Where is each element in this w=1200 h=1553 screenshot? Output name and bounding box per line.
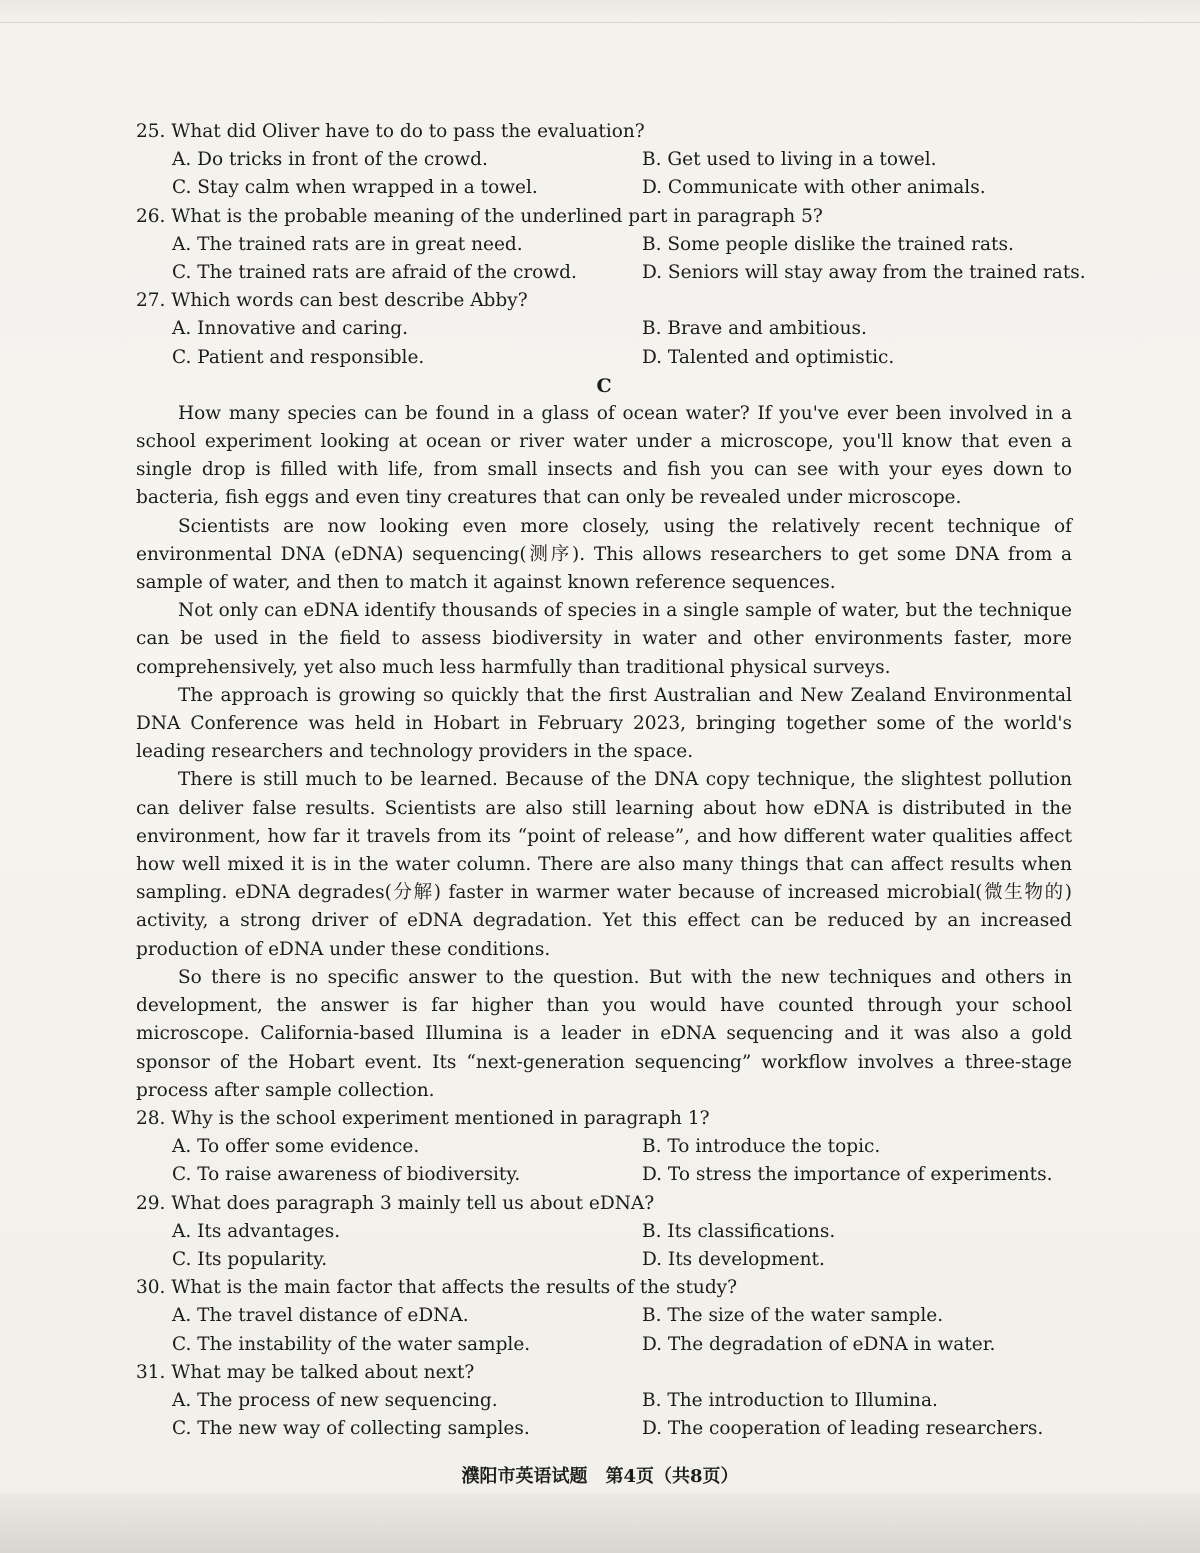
options — [136, 231, 1086, 287]
question-28 — [136, 1105, 1072, 1190]
page-footer: 濮阳市英语试题 第4页（共8页） — [461, 1466, 739, 1487]
option-b: B. The introduction to Illumina. — [642, 1389, 938, 1411]
question-text: 27. Which words can best describe Abby? — [136, 290, 528, 312]
passage — [136, 400, 1072, 1105]
option-d: D. Talented and optimistic. — [642, 346, 895, 368]
option-c: C. To raise awareness of biodiversity. — [172, 1164, 521, 1186]
passage-paragraph-5: There is still much to be learned. Because of the DNA copy technique, the slightest pollution can deliver false results. Scientists are also still learning about how eDNA is distributed in the environment, how far it travels from its “point of release”, and how different water qualities affect how well mixed it is in the water column. There are also many things that can affect results when sampling. eDNA degrades(分解) faster in warmer water because of increased microbial(微生物的) activity, a strong driver of eDNA degradation. Yet this effect can be reduced by an increased production of eDNA under these conditions. — [136, 769, 1072, 960]
option-d: D. To stress the importance of experiments. — [642, 1164, 1053, 1186]
page-content — [136, 118, 1086, 1443]
option-a: A. Its advantages. — [172, 1220, 341, 1242]
question-text: 28. Why is the school experiment mentioned in paragraph 1? — [136, 1107, 710, 1129]
option-c: C. The instability of the water sample. — [172, 1333, 531, 1355]
option-b: B. Get used to living in a towel. — [642, 149, 937, 171]
option-c: C. Its popularity. — [172, 1248, 328, 1270]
option-b: B. To introduce the topic. — [642, 1136, 881, 1158]
option-d: D. Its development. — [642, 1248, 825, 1270]
passage-paragraph-1: How many species can be found in a glass of ocean water? If you've ever been involved in a school experiment looking at ocean or river water under a microscope, you'll know that even a single drop is filled with life, from small insects and fish you can see with your eyes down to bacteria, fish eggs and even tiny creatures that can only be revealed under microscope. — [136, 402, 1072, 509]
option-b: B. Brave and ambitious. — [642, 318, 867, 340]
question-31 — [136, 1359, 1072, 1444]
option-a: A. The travel distance of eDNA. — [172, 1305, 469, 1327]
section-heading: C — [596, 374, 612, 397]
question-block-top — [136, 118, 1086, 372]
passage-paragraph-3: Not only can eDNA identify thousands of species in a single sample of water, but the technique can be used in the field to assess biodiversity in water and other environments faster, more comprehensively, yet also much less harmfully than traditional physical surveys. — [136, 600, 1072, 678]
option-a: A. The trained rats are in great need. — [172, 233, 523, 255]
question-26 — [136, 203, 1086, 288]
question-27 — [136, 287, 1072, 372]
question-text: 26. What is the probable meaning of the underlined part in paragraph 5? — [136, 205, 823, 227]
question-29 — [136, 1190, 1072, 1275]
passage-paragraph-6: So there is no specific answer to the question. But with the new techniques and others in development, the answer is far higher than you would have counted through your school microscope. California-based Illumina is a leader in eDNA sequencing and it was also a gold sponsor of the Hobart event. Its “next-generation sequencing” workflow involves a three-stage process after sample collection. — [136, 966, 1072, 1101]
option-b: B. Some people dislike the trained rats. — [642, 233, 1014, 255]
options — [136, 1218, 1072, 1274]
options — [136, 1302, 1072, 1358]
passage-paragraph-4: The approach is growing so quickly that the first Australian and New Zealand Environmental DNA Conference was held in Hobart in February 2023, bringing together some of the world's leading researchers and technology providers in the space. — [136, 684, 1072, 763]
option-d: D. The cooperation of leading researchers. — [642, 1418, 1044, 1440]
question-text: 29. What does paragraph 3 mainly tell us about eDNA? — [136, 1192, 655, 1214]
option-d: D. Communicate with other animals. — [642, 177, 986, 199]
option-d: D. The degradation of eDNA in water. — [642, 1333, 996, 1355]
option-a: A. To offer some evidence. — [172, 1136, 420, 1158]
option-c: C. The new way of collecting samples. — [172, 1418, 530, 1440]
question-block-bottom — [136, 1105, 1072, 1443]
question-text: 30. What is the main factor that affects the results of the study? — [136, 1277, 738, 1299]
option-b: B. Its classifications. — [642, 1220, 836, 1242]
option-b: B. The size of the water sample. — [642, 1305, 944, 1327]
option-c: C. Stay calm when wrapped in a towel. — [172, 177, 538, 199]
options — [136, 315, 1072, 371]
paper-bottom-edge — [0, 1493, 1200, 1553]
option-a: A. Innovative and caring. — [172, 318, 408, 340]
passage-paragraph-2: Scientists are now looking even more closely, using the relatively recent technique of environmental DNA (eDNA) sequencing(测序). This allows researchers to get some DNA from a sample of water, and then to match it against known reference sequences. — [136, 515, 1072, 594]
options — [136, 1133, 1072, 1189]
question-text: 31. What may be talked about next? — [136, 1361, 475, 1383]
options — [136, 146, 1072, 202]
options — [136, 1387, 1072, 1443]
paper-top-edge — [0, 0, 1200, 23]
question-text: 25. What did Oliver have to do to pass the evaluation? — [136, 121, 645, 142]
option-a: A. The process of new sequencing. — [172, 1389, 498, 1411]
question-25 — [136, 118, 1072, 203]
question-30 — [136, 1274, 1072, 1359]
option-c: C. The trained rats are afraid of the crowd. — [172, 262, 577, 284]
option-c: C. Patient and responsible. — [172, 346, 425, 368]
option-d: D. Seniors will stay away from the trained rats. — [642, 262, 1086, 284]
option-a: A. Do tricks in front of the crowd. — [172, 149, 488, 171]
